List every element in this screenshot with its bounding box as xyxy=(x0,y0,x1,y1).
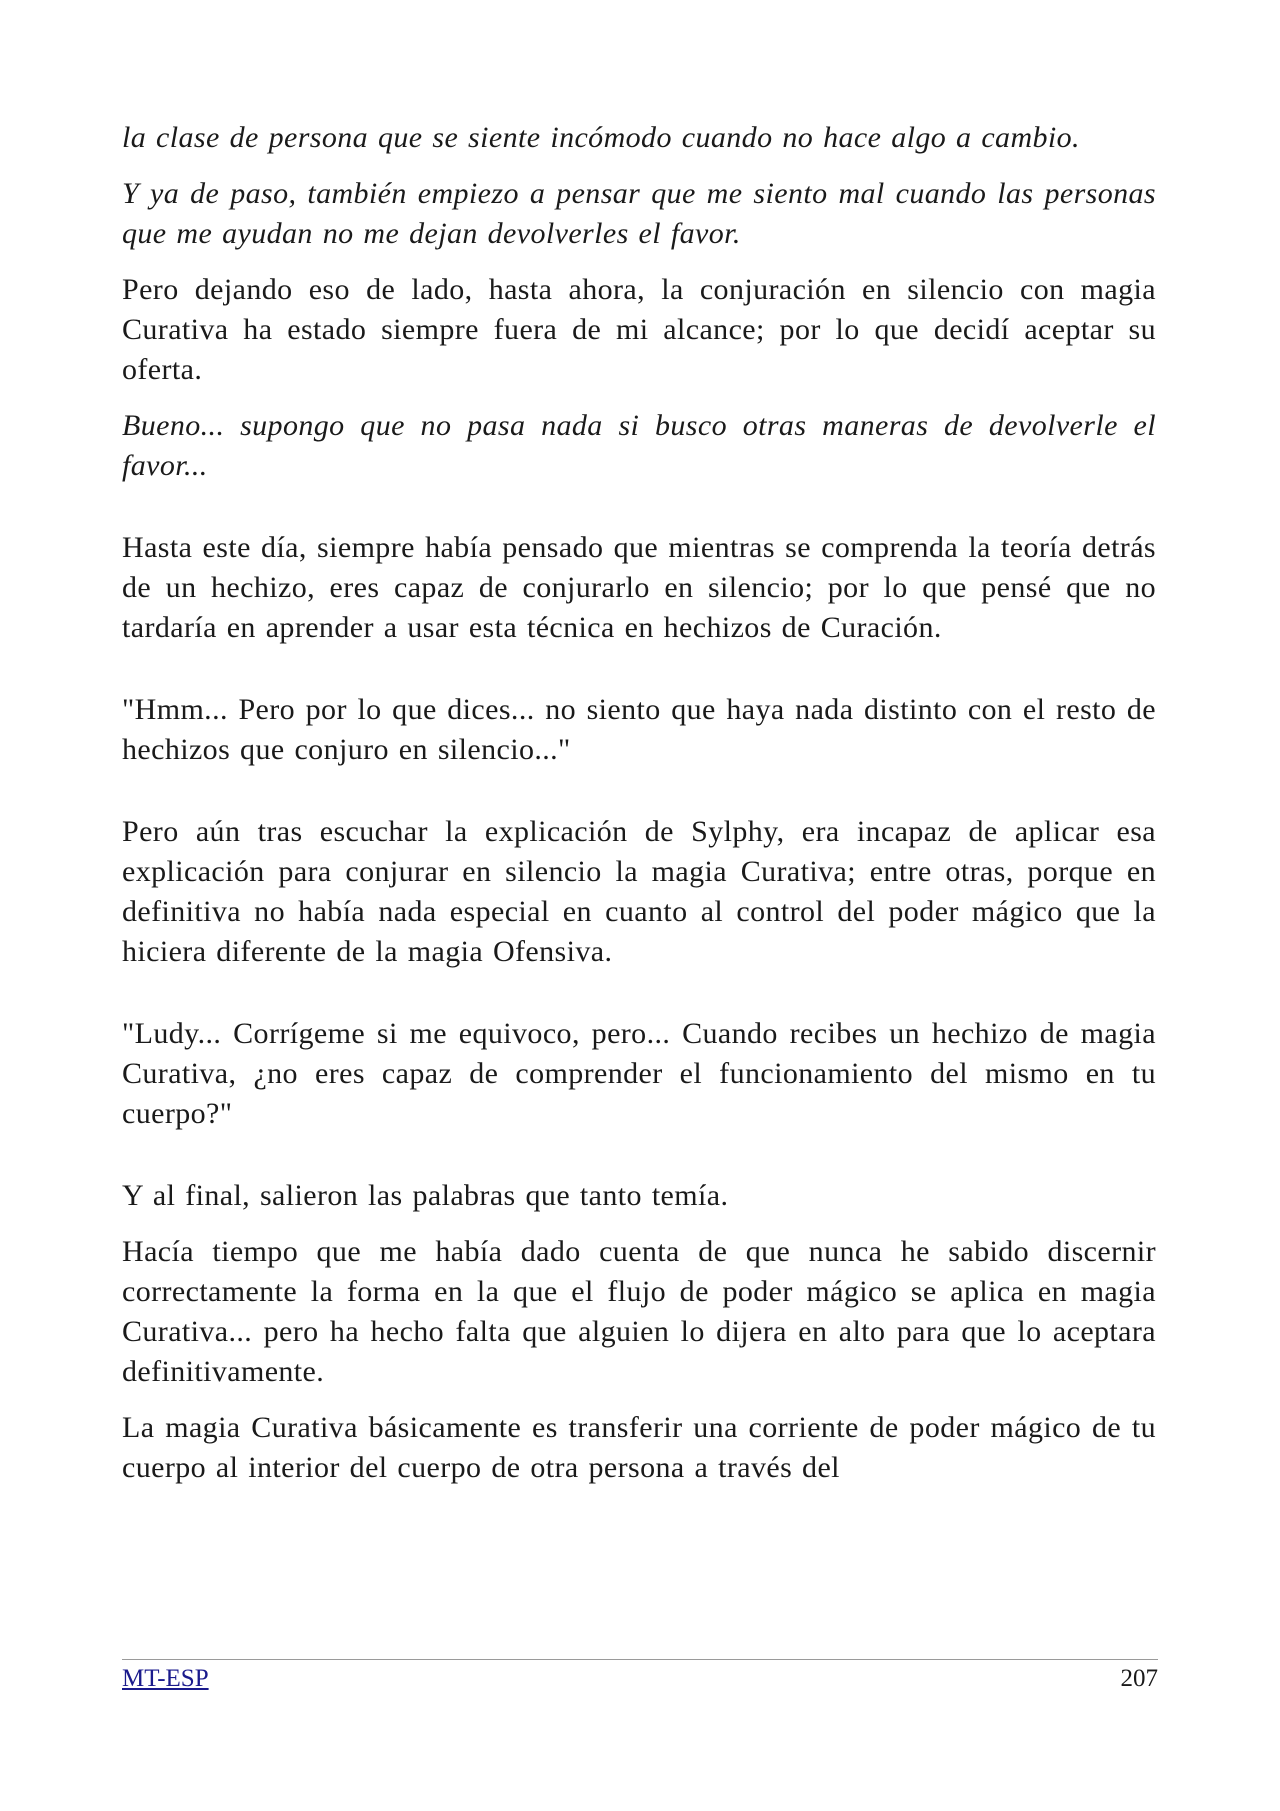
paragraph-11: La magia Curativa básicamente es transferir una corriente de poder mágico de tu cuerpo al interior del cuerpo de otra persona a través del xyxy=(122,1411,1156,1484)
paragraph-5: Hasta este día, siempre había pensado que mientras se comprenda la teoría detrás de un hechizo, eres capaz de conjurarlo en silencio; por lo que pensé que no tardaría en aprender a usar esta técnica en hechizos de Curación. xyxy=(122,531,1156,644)
page-number: 207 xyxy=(1120,1665,1158,1692)
footer-site-label[interactable]: MT-ESP xyxy=(122,1665,209,1692)
footer-divider xyxy=(122,1659,1158,1660)
paragraph-7: Pero aún tras escuchar la explicación de Sylphy, era incapaz de aplicar esa explicación para conjurar en silencio la magia Curativa; entre otras, porque en definitiva no había nada especial en cuanto al control del poder mágico que la hiciera diferente de la magia Ofensiva. xyxy=(122,815,1156,968)
paragraph-8: "Ludy... Corrígeme si me equivoco, pero... Cuando recibes un hechizo de magia Curativa, ¿no eres capaz de comprender el funcionamiento del mismo en tu cuerpo?" xyxy=(122,1017,1156,1130)
paragraph-6: "Hmm... Pero por lo que dices... no siento que haya nada distinto con el resto de hechizos que conjuro en silencio..." xyxy=(122,693,1156,766)
paragraph-10: Hacía tiempo que me había dado cuenta de que nunca he sabido discernir correctamente la forma en la que el flujo de poder mágico se aplica en magia Curativa... pero ha hecho falta que alguien lo dijera en alto para que lo aceptara definitivamente. xyxy=(122,1235,1156,1388)
paragraph-3: Pero dejando eso de lado, hasta ahora, la conjuración en silencio con magia Curativa ha estado siempre fuera de mi alcance; por lo que decidí aceptar su oferta. xyxy=(122,273,1156,386)
paragraph-4: Bueno... supongo que no pasa nada si busco otras maneras de devolverle el favor... xyxy=(122,409,1156,482)
paragraph-9: Y al final, salieron las palabras que tanto temía. xyxy=(122,1179,729,1212)
paragraph-1: la clase de persona que se siente incómodo cuando no hace algo a cambio. xyxy=(122,121,1080,154)
document-body xyxy=(122,118,1156,1504)
paragraph-2: Y ya de paso, también empiezo a pensar que me siento mal cuando las personas que me ayudan no me dejan devolverles el favor. xyxy=(122,177,1156,250)
